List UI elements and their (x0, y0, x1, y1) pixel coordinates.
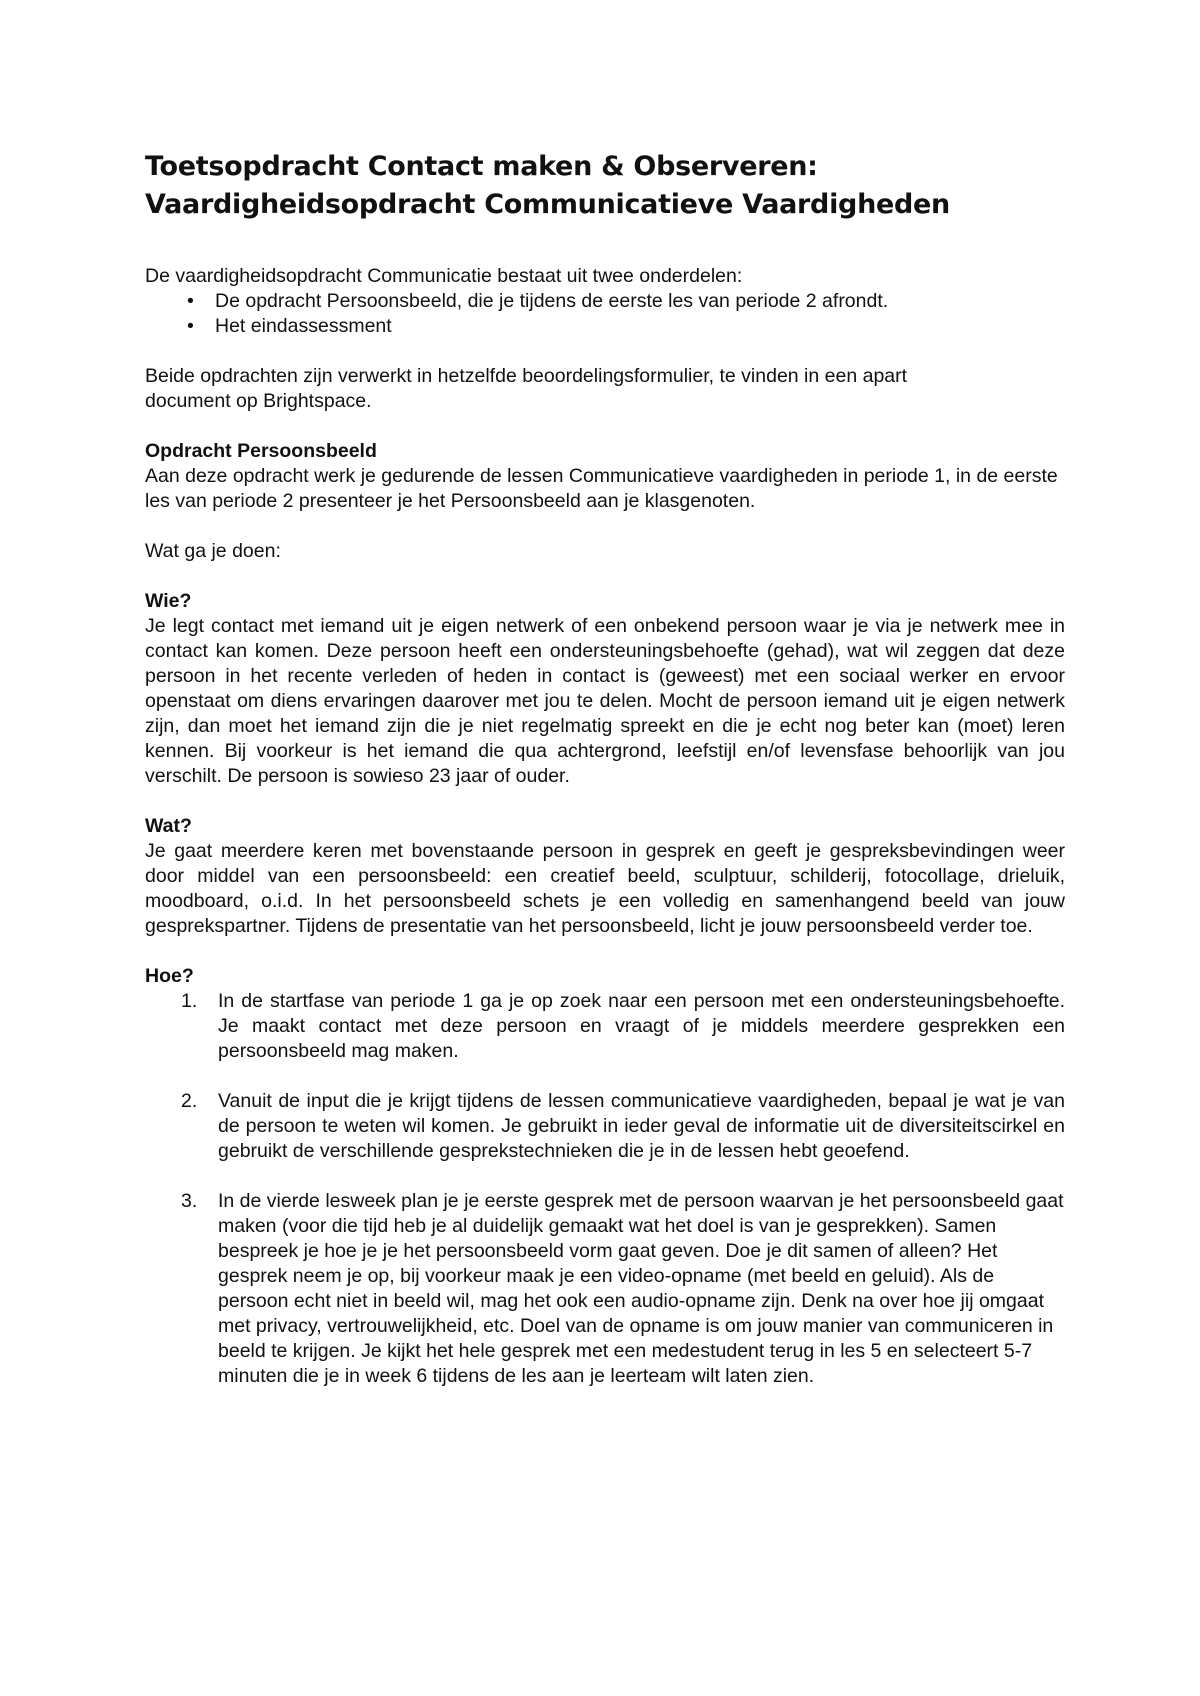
intro-text: De vaardigheidsopdracht Communicatie bestaat uit twee onderdelen: (145, 265, 743, 287)
list-item-text: Het eindassessment (215, 315, 392, 337)
wie-text: Je legt contact met iemand uit je eigen netwerk of een onbekend persoon waar je via je netwerk mee in contact kan komen. Deze persoon heeft een ondersteuningsbehoefte (gehad), wat wil zeggen dat deze persoon in het recente verleden of heden in contact is (geweest) met een sociaal werker en ervoor openstaat om diens ervaringen daarover met jou te delen. Mocht de persoon iemand uit je eigen netwerk zijn, dan moet het iemand zijn die je niet regelmatig spreekt en die je echt nog beter kan (moet) leren kennen. Bij voorkeur is het iemand die qua achtergrond, leefstijl en/of levensfase behoorlijk van jou verschilt. De persoon is sowieso 23 jaar of ouder. (145, 615, 1065, 787)
step-text: In de startfase van periode 1 ga je op zoek naar een persoon met een ondersteuningsbehoefte. Je maakt contact met deze persoon en vraagt of je middels meerdere gesprekken een persoonsbeeld mag maken. (218, 990, 1065, 1062)
step-item (145, 1089, 1065, 1164)
assessment-note: Beide opdrachten zijn verwerkt in hetzelfde beoordelingsformulier, te vinden in een apart document op Brightspace. (145, 365, 908, 412)
step-item (145, 989, 1065, 1064)
what-to-do-label: Wat ga je doen: (145, 540, 281, 562)
step-text: In de vierde lesweek plan je je eerste gesprek met de persoon waarvan je het persoonsbeeld gaat maken (voor die tijd heb je al duidelijk gemaakt wat het doel is van je gesprekken). Samen bespreek je hoe je je het persoonsbeeld vorm gaat geven. Doe je dit samen of alleen? Het gesprek neem je op, bij voorkeur maak je een video-opname (met beeld en geluid). Als de persoon echt niet in beeld wil, mag het ook een audio-opname zijn. Denk na over hoe jij omgaat met privacy, vertrouwelijkheid, etc. Doel van de opname is om jouw manier van communiceren in beeld te krijgen. Je kijkt het hele gesprek met een medestudent terug in les 5 en selecteert 5-7 minuten die je in week 6 tijdens de les aan je leerteam wilt laten zien. (218, 1190, 1064, 1387)
section-heading-wat: Wat? (145, 815, 192, 837)
section-heading-hoe: Hoe? (145, 965, 194, 987)
document-page (145, 148, 1065, 1414)
bullet-icon: • (187, 290, 194, 312)
list-item (145, 314, 1065, 339)
steps-list (145, 989, 1065, 1389)
list-item (145, 289, 1065, 314)
step-item (145, 1189, 1065, 1389)
persoonsbeeld-text: Aan deze opdracht werk je gedurende de lessen Communicatieve vaardigheden in periode 1, in de eerste les van periode 2 presenteer je het Persoonsbeeld aan je klasgenoten. (145, 465, 1058, 512)
section-heading-persoonsbeeld: Opdracht Persoonsbeeld (145, 440, 377, 462)
step-number: 3. (181, 1190, 198, 1212)
step-number: 1. (181, 990, 198, 1012)
step-text: Vanuit de input die je krijgt tijdens de lessen communicatieve vaardigheden, bepaal je wat je van de persoon te weten wil komen. Je gebruikt in ieder geval de informatie uit de diversiteitscirkel en gebruikt de verschillende gesprekstechnieken die je in de lessen hebt geoefend. (218, 1090, 1065, 1162)
title-line-1: Toetsopdracht Contact maken & Observeren: (145, 151, 818, 182)
section-heading-wie: Wie? (145, 590, 192, 612)
step-number: 2. (181, 1090, 198, 1112)
title-line-2: Vaardigheidsopdracht Communicatieve Vaardigheden (145, 189, 950, 220)
wat-text: Je gaat meerdere keren met bovenstaande persoon in gesprek en geeft je gespreksbevindingen weer door middel van een persoonsbeeld: een creatief beeld, sculptuur, schilderij, fotocollage, drieluik, moodboard, o.i.d. In het persoonsbeeld schets je een volledig en samenhangend beeld van jouw gesprekspartner. Tijdens de presentatie van het persoonsbeeld, licht je jouw persoonsbeeld verder toe. (145, 840, 1065, 937)
list-item-text: De opdracht Persoonsbeeld, die je tijdens de eerste les van periode 2 afrondt. (215, 290, 889, 312)
components-list (145, 289, 1065, 339)
document-title (145, 148, 1065, 224)
bullet-icon: • (187, 315, 194, 337)
